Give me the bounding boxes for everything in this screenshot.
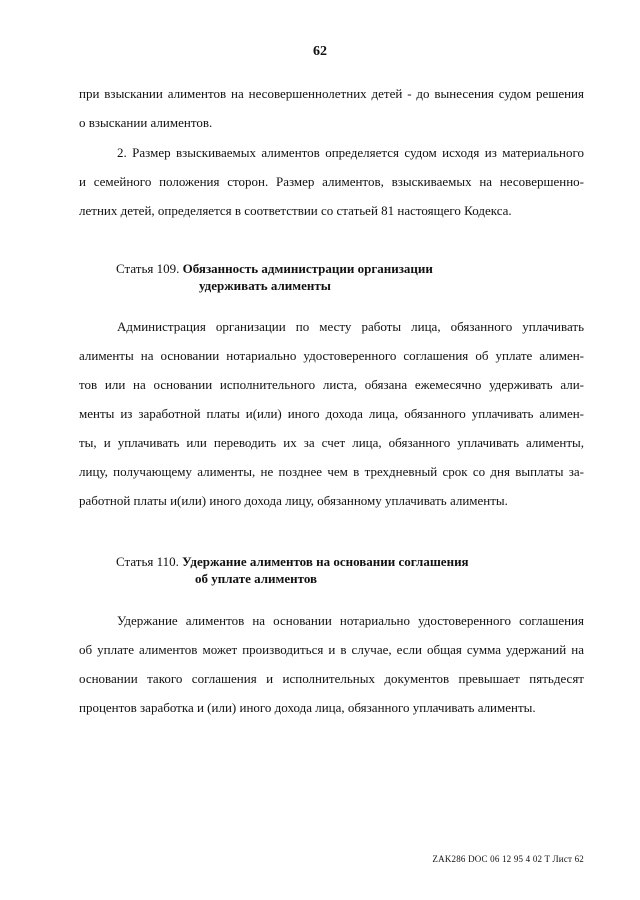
article-title: об уплате алиментов: [195, 571, 318, 586]
text-line: и семейного положения сторон. Размер алиментов, взыскиваемых на несовершенно-: [79, 174, 584, 189]
text-line: о взыскании алиментов.: [79, 115, 213, 130]
article-title: Удержание алиментов на основании соглашения: [182, 554, 469, 569]
paragraph-item-2: [79, 138, 584, 225]
text-line: основании такого соглашения и исполнительных документов превышает пятьдесят: [79, 671, 584, 686]
paragraph-article-110: [79, 606, 584, 722]
text-line: Удержание алиментов на основании нотариально удостоверенного соглашения: [117, 613, 584, 628]
text-line: процентов заработка и (или) иного дохода лица, обязанного уплачивать алименты.: [79, 700, 536, 715]
article-label: Статья 110.: [116, 554, 179, 569]
text-line: тов или на основании исполнительного листа, обязана ежемесячно удерживать али-: [79, 377, 584, 392]
text-line: об уплате алиментов может производиться и в случае, если общая сумма удержаний на: [79, 642, 584, 657]
article-title: удерживать алименты: [199, 278, 331, 293]
page-number: 62: [313, 44, 327, 59]
text-line: алименты на основании нотариально удостоверенного соглашения об уплате алимен-: [79, 348, 584, 363]
text-line: Администрация организации по месту работы лица, обязанного уплачивать: [117, 319, 584, 334]
paragraph-continuation: [79, 79, 584, 137]
paragraph-article-109: [79, 312, 584, 515]
document-footer: ZAK286 DOC 06 12 95 4 02 T Лист 62: [432, 854, 584, 864]
text-line: при взыскании алиментов на несовершеннолетних детей - до вынесения судом решения: [79, 86, 584, 101]
article-110-heading: [116, 553, 469, 587]
article-109-heading: [116, 260, 433, 294]
text-line: менты из заработной платы и(или) иного дохода лица, обязанного уплачивать алимен-: [79, 406, 584, 421]
text-line: работной платы и(или) иного дохода лицу, обязанному уплачивать алименты.: [79, 493, 508, 508]
text-line: лицу, получающему алименты, не позднее чем в трехдневный срок со дня выплаты за-: [79, 464, 584, 479]
article-label: Статья 109.: [116, 261, 180, 276]
text-line: ты, и уплачивать или переводить их за счет лица, обязанного уплачивать алименты,: [79, 435, 584, 450]
text-line: летних детей, определяется в соответствии со статьей 81 настоящего Кодекса.: [79, 203, 512, 218]
article-title: Обязанность администрации организации: [182, 261, 433, 276]
text-line: 2. Размер взыскиваемых алиментов определяется судом исходя из материального: [117, 145, 584, 160]
